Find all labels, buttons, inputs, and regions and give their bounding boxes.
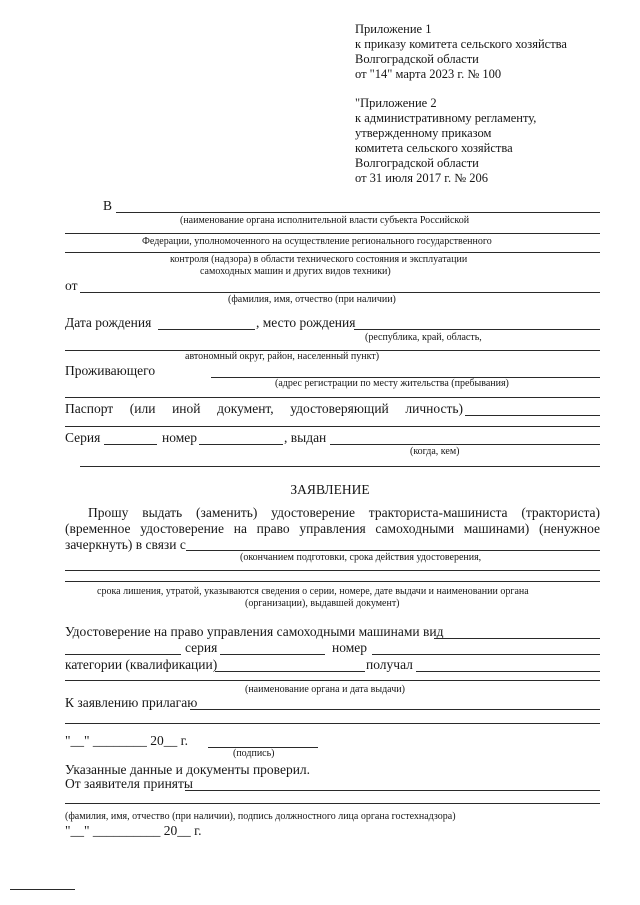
appendix-1-line: к приказу комитета сельского хозяйства xyxy=(355,37,567,51)
appendix-1-line: Волгоградской области xyxy=(355,52,479,66)
reason-line xyxy=(186,550,600,551)
passport-series-line xyxy=(104,444,157,445)
attachments-line xyxy=(65,723,600,724)
residence-label: Проживающего xyxy=(65,363,156,378)
passport-label: Паспорт (или иной документ, удостоверяющий личность) xyxy=(65,401,463,416)
appendix-1-block xyxy=(355,22,567,82)
appendix-2-line: Волгоградской области xyxy=(355,156,479,170)
birth-place-caption: автономный округ, район, населенный пункт) xyxy=(185,351,380,362)
appendix-1-title: Приложение 1 xyxy=(355,22,432,36)
statement-body-line: зачеркнуть) в связи с xyxy=(65,537,186,552)
passport-issued-line xyxy=(80,466,600,467)
appendix-2-title: "Приложение 2 xyxy=(355,96,437,110)
applicant-date-line: "__" ________ 20__ г. xyxy=(65,733,189,748)
to-label: В xyxy=(103,198,113,213)
license-series-label: серия xyxy=(185,640,218,655)
statement-body-line: (временное удостоверение на право управления самоходными машинами) (ненужное xyxy=(65,521,600,536)
authority-fill-line xyxy=(116,212,600,213)
passport-issued-caption: (когда, кем) xyxy=(410,446,460,457)
accepted-label: От заявителя приняты xyxy=(65,776,193,791)
attachments-line xyxy=(190,709,600,710)
passport-line xyxy=(65,426,600,427)
authority-fill-line xyxy=(65,233,600,234)
reason-caption: срока лишения, утратой, указываются сведения о серии, номере, дате выдачи и наименовании органа xyxy=(97,586,529,597)
appendix-2-block xyxy=(355,96,536,186)
authority-caption: Федерации, уполномоченного на осуществление регионального государственного xyxy=(142,236,492,247)
residence-caption: (адрес регистрации по месту жительства (пребывания) xyxy=(275,378,509,389)
official-line xyxy=(185,790,600,791)
official-date-line: "__" __________ 20__ г. xyxy=(65,823,202,838)
authority-caption: (наименование органа исполнительной власти субъекта Российской xyxy=(180,215,470,226)
license-category-label: категории (квалификации) xyxy=(65,657,218,672)
official-caption: (фамилия, имя, отчество (при наличии), подпись должностного лица органа гостехнадзора) xyxy=(65,811,456,822)
appendix-2-line: к административному регламенту, xyxy=(355,111,537,125)
birth-place-label: , место рождения xyxy=(256,315,356,330)
from-label: от xyxy=(65,278,78,293)
license-received-line xyxy=(416,671,600,672)
license-type-line xyxy=(434,638,600,639)
applicant-name-line xyxy=(80,292,600,293)
footnote-separator xyxy=(10,889,75,890)
license-number-line xyxy=(372,654,600,655)
passport-issued-label: , выдан xyxy=(284,430,327,445)
reason-caption: (окончанием подготовки, срока действия удостоверения, xyxy=(240,552,482,563)
verified-text: Указанные данные и документы проверил. xyxy=(65,762,311,777)
license-received-line xyxy=(65,680,600,681)
passport-line xyxy=(465,415,600,416)
license-series-line xyxy=(220,654,325,655)
birth-place-caption: (республика, край, область, xyxy=(365,332,482,343)
appendix-2-line: утвержденному приказом xyxy=(355,126,492,140)
passport-issued-line xyxy=(330,444,600,445)
appendix-2-line: комитета сельского хозяйства xyxy=(355,141,513,155)
passport-series-label: Серия xyxy=(65,430,101,445)
authority-caption: самоходных машин и других видов техники) xyxy=(200,266,391,277)
passport-number-line xyxy=(199,444,283,445)
reason-line xyxy=(65,570,600,571)
statement-title: ЗАЯВЛЕНИЕ xyxy=(290,482,370,497)
license-type-line xyxy=(65,654,181,655)
license-number-label: номер xyxy=(332,640,368,655)
signature-caption: (подпись) xyxy=(233,748,275,759)
statement-body-line: Прошу выдать (заменить) удостоверение тракториста-машиниста (тракториста) xyxy=(88,505,600,520)
applicant-name-caption: (фамилия, имя, отчество (при наличии) xyxy=(228,294,396,305)
birth-date-line xyxy=(158,329,255,330)
license-type-label: Удостоверение на право управления самоходными машинами вид xyxy=(65,624,444,639)
license-category-line xyxy=(215,671,365,672)
reason-line xyxy=(65,581,600,582)
reason-caption: (организации), выдавшей документ) xyxy=(245,598,400,609)
official-line xyxy=(65,803,600,804)
license-received-caption: (наименование органа и дата выдачи) xyxy=(245,684,405,695)
appendix-1-date: от "14" марта 2023 г. № 100 xyxy=(355,67,502,81)
birth-date-label: Дата рождения xyxy=(65,315,152,330)
authority-fill-line xyxy=(65,252,600,253)
passport-number-label: номер xyxy=(162,430,198,445)
appendix-2-date: от 31 июля 2017 г. № 206 xyxy=(355,171,489,185)
birth-place-line xyxy=(354,329,600,330)
authority-caption: контроля (надзора) в области технического состояния и эксплуатации xyxy=(170,254,468,265)
license-received-label: получал xyxy=(366,657,413,672)
attachments-label: К заявлению прилагаю xyxy=(65,695,198,710)
residence-line xyxy=(65,397,600,398)
